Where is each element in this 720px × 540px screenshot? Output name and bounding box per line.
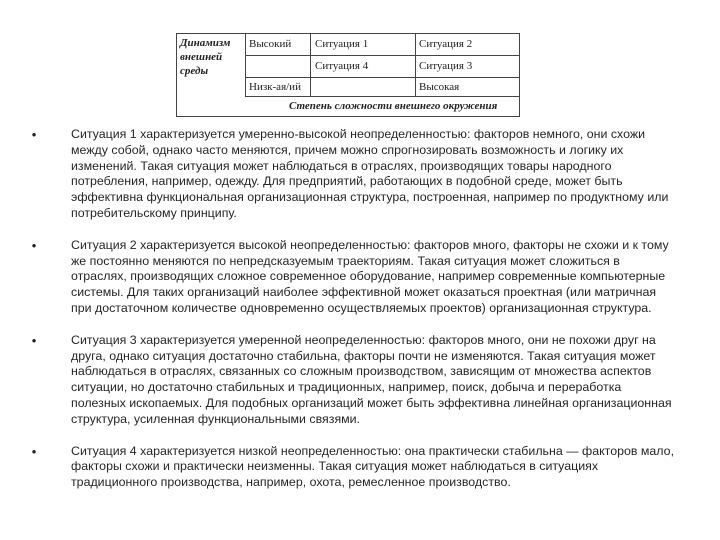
- row-header-line: внешней: [180, 51, 223, 63]
- high-complexity-label: Высокая: [419, 81, 460, 93]
- situation-4-description: Ситуация 4 характеризуется низкой неопределенностью: она практически стабильна — факторов мало, факторы схожи и практически неизменны. Такая ситуация может наблюдаться в ситуациях традиционного производства, например, охота, ремесленное производство.: [71, 443, 675, 490]
- bullet-marker: •: [31, 237, 37, 253]
- environment-matrix-table: [176, 33, 520, 117]
- situation-2-description: Ситуация 2 характеризуется высокой неопределенностью: факторов много, факторы не схожи и к тому же постоянно меняются по непредсказуемым траекториям. Такая ситуация может сложиться в отраслях, производящих сложное современное оборудование, например современные компьютерные системы. Для таких организаций наиболее эффективной может оказаться проектная (или матричная при достаточном количестве одновременно осуществляемых проектов) организационная структура.: [71, 237, 669, 315]
- complexity-axis-label: Степень сложности внешнего окружения: [289, 100, 498, 112]
- row-divider: [245, 77, 519, 78]
- list-item: [28, 444, 688, 491]
- list-item: [28, 127, 688, 222]
- col-divider: [245, 33, 246, 97]
- high-dynamism-label: Высокий: [249, 38, 292, 50]
- bullet-marker: •: [31, 443, 37, 459]
- situation-2-cell: Ситуация 2: [419, 38, 473, 50]
- situation-4-cell: Ситуация 4: [315, 60, 369, 72]
- situation-1-description: Ситуация 1 характеризуется умеренно-высокой неопределенностью: факторов немного, они схожи между собой, однако часто меняются, причем можно спрогнозировать возможность и логику их изменений. Такая ситуация может наблюдаться в отраслях, производящих товары народного потребления, например, одежду. Для предприятий, работающих в подобной среде, может быть эффективна функциональная организационная структура, построенная, например по продуктному или потребительскому принципу.: [71, 127, 669, 220]
- row-divider: [245, 96, 519, 97]
- col-divider: [310, 33, 311, 97]
- situation-3-description: Ситуация 3 характеризуется умеренной неопределенностью: факторов много, они не похожи друг на друга, однако ситуация достаточно стабильна, факторы почти не изменяются. Такая ситуация может наблюдаться в отраслях, связанных со сложным производством, зависящим от множества аспектов ситуации, но достаточно стабильных и традиционных, например, поиск, добыча и переработка полезных ископаемых. Для подобных организаций может быть эффективна линейная организационная структура, усиленная функциональными связями.: [71, 332, 672, 426]
- col-divider: [415, 33, 416, 97]
- list-item: [28, 238, 688, 317]
- bullet-marker: •: [31, 127, 37, 142]
- list-item: [28, 333, 688, 428]
- situation-1-cell: Ситуация 1: [315, 38, 369, 50]
- bullet-marker: •: [31, 332, 37, 348]
- situation-3-cell: Ситуация 3: [419, 60, 473, 72]
- row-header-line: Динамизм: [180, 37, 231, 49]
- situations-list: [28, 127, 688, 491]
- row-header-line: среды: [180, 65, 209, 77]
- low-dynamism-label: Низк-ая/ий: [249, 81, 301, 93]
- row-divider: [245, 55, 519, 56]
